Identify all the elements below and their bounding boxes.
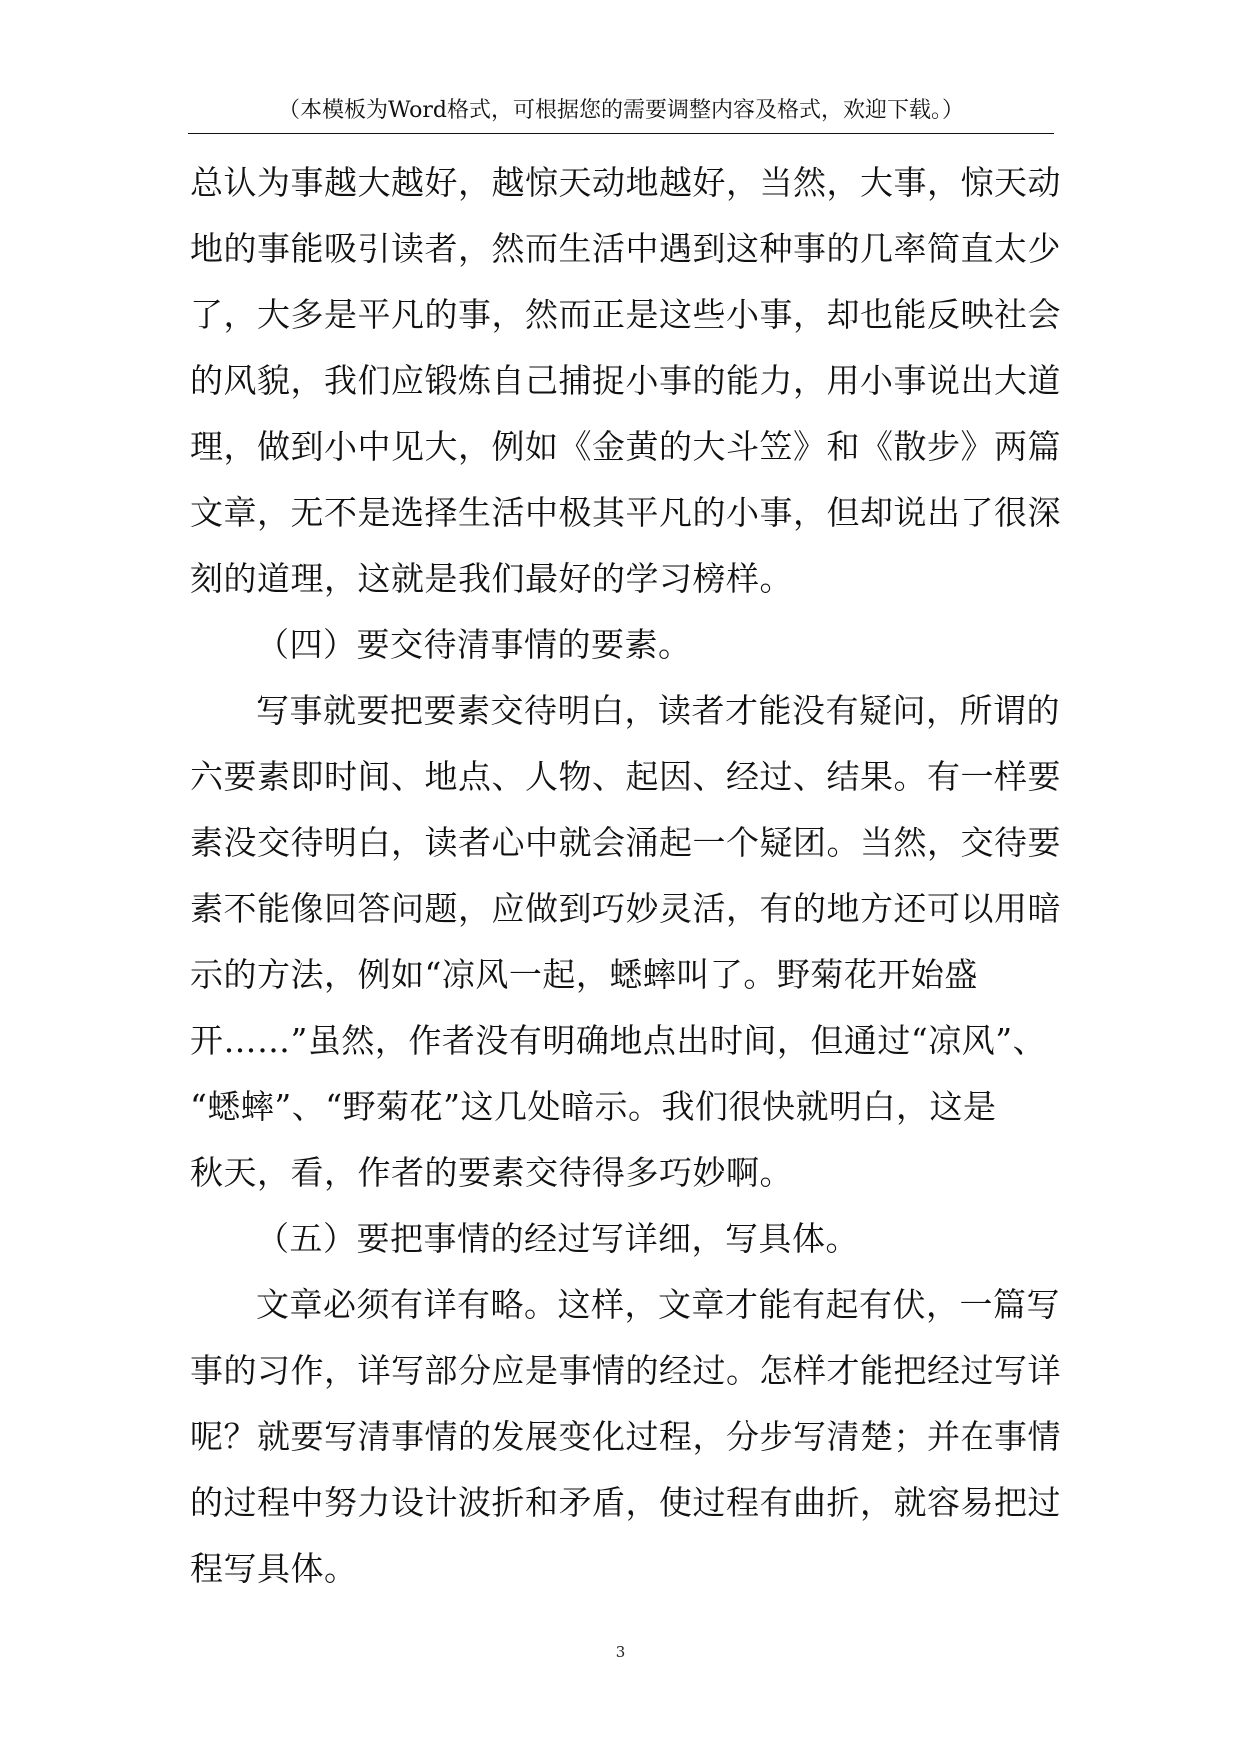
text-line: 总认为事越大越好，越惊天动地越好，当然，大事，惊天动 bbox=[190, 163, 1061, 202]
text-line: 素不能像回答问题，应做到巧妙灵活，有的地方还可以用暗 bbox=[190, 889, 1061, 928]
text-line: 刻的道理，这就是我们最好的学习榜样。 bbox=[190, 559, 793, 598]
text-line: 文章必须有详有略。这样，文章才能有起有伏，一篇写 bbox=[256, 1285, 1060, 1324]
section-heading: （四）要交待清事情的要素。 bbox=[256, 625, 692, 664]
text-line: 的过程中努力设计波折和矛盾，使过程有曲折，就容易把过 bbox=[190, 1483, 1061, 1522]
text-line: 秋天，看，作者的要素交待得多巧妙啊。 bbox=[190, 1153, 793, 1192]
text-line: 呢？就要写清事情的发展变化过程，分步写清楚；并在事情 bbox=[190, 1417, 1061, 1456]
text-line: “蟋蟀”、“野菊花”这几处暗示。我们很快就明白，这是 bbox=[190, 1087, 997, 1126]
text-line: 素没交待明白，读者心中就会涌起一个疑团。当然，交待要 bbox=[190, 823, 1061, 862]
text-line: 的风貌，我们应锻炼自己捕捉小事的能力，用小事说出大道 bbox=[190, 361, 1061, 400]
page-number: 3 bbox=[615, 1643, 626, 1661]
text-line: 了，大多是平凡的事，然而正是这些小事，却也能反映社会 bbox=[190, 295, 1061, 334]
text-line: 写事就要把要素交待明白，读者才能没有疑问，所谓的 bbox=[256, 691, 1060, 730]
text-line: 文章，无不是选择生活中极其平凡的小事，但却说出了很深 bbox=[190, 493, 1061, 532]
text-line: 地的事能吸引读者，然而生活中遇到这种事的几率简直太少 bbox=[190, 229, 1061, 268]
text-line: 理，做到小中见大，例如《金黄的大斗笠》和《散步》两篇 bbox=[190, 427, 1061, 466]
header-divider bbox=[188, 133, 1054, 134]
page-header: （本模板为Word格式，可根据您的需要调整内容及格式，欢迎下载。） bbox=[278, 98, 964, 123]
text-line: 事的习作，详写部分应是事情的经过。怎样才能把经过写详 bbox=[190, 1351, 1061, 1390]
text-line: 程写具体。 bbox=[190, 1549, 358, 1588]
text-line: 示的方法，例如“凉风一起，蟋蟀叫了。野菊花开始盛 bbox=[190, 955, 978, 994]
section-heading: （五）要把事情的经过写详细，写具体。 bbox=[256, 1219, 859, 1258]
body-text bbox=[190, 150, 1090, 1602]
text-line: 开……”虽然，作者没有明确地点出时间，但通过“凉风”、 bbox=[190, 1021, 1047, 1060]
text-line: 六要素即时间、地点、人物、起因、经过、结果。有一样要 bbox=[190, 757, 1061, 796]
